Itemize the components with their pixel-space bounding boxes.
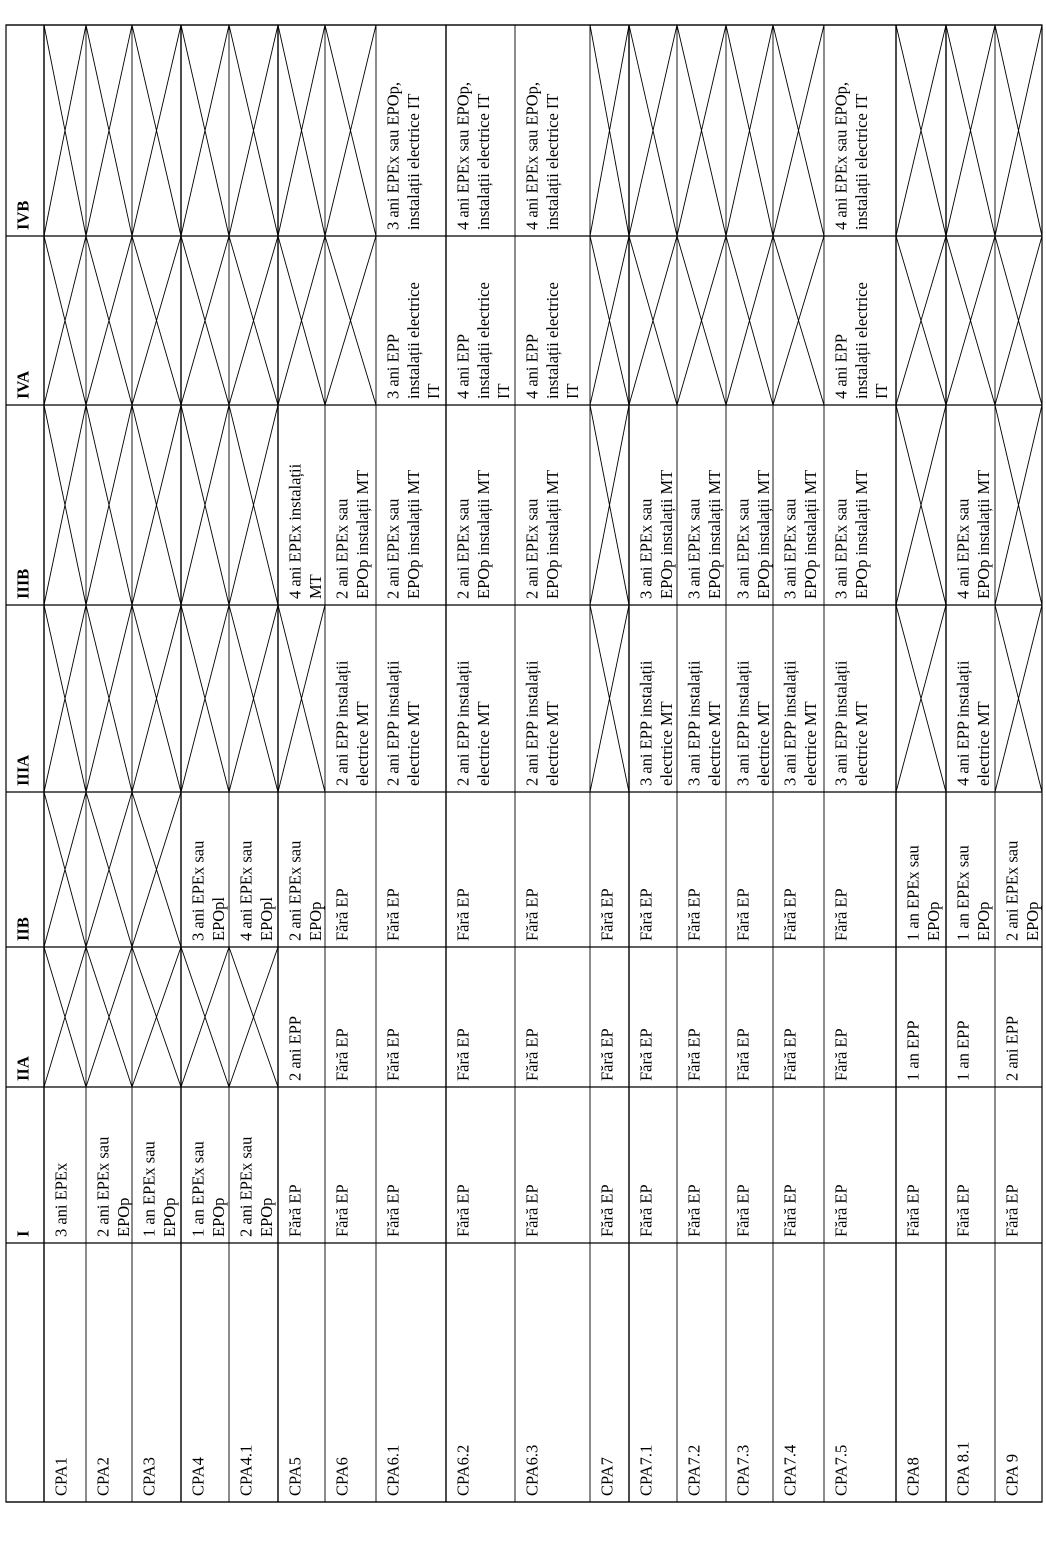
header-iva [14,371,33,399]
cell-text-line: Fără EP [453,888,473,941]
cell-text-line: EPOp instalații MT [542,469,562,599]
table-cell [523,1184,542,1237]
cell-text-line: EPOp instalații MT [403,469,423,599]
cell-text-line: EPOp instalații MT [753,469,773,599]
table-cell [637,888,656,941]
cell-text-line: 2 ani EPEx sau [236,1136,256,1237]
cell-text-line: 2 ani EPP instalații [453,660,473,786]
table-cell [781,1028,800,1081]
row-label [94,1457,113,1496]
cell-text-line: EPOp instalații MT [704,469,724,599]
cell-text-line: IT [563,383,583,399]
cell-text-line: IIIA [13,754,33,786]
cell-text-line: EPOp instalații MT [800,469,820,599]
cell-text-line: electrice MT [542,701,562,786]
cell-text-line: IVA [13,370,33,399]
table-cell [52,1162,71,1237]
cell-text-line: EPOp [923,901,943,941]
cell-text-line: 1 an EPEx sau [139,1141,159,1237]
table-cell [734,1184,753,1237]
cell-text-line: Fără EP [831,888,851,941]
table-cell [598,1028,617,1081]
cell-text-line: EPOp instalații MT [352,469,372,599]
cell-text-line: electrice MT [473,701,493,786]
cell-text-line: 3 ani EPP instalații [831,660,851,786]
row-label [1003,1454,1022,1496]
cell-text-line: EPOp instalații MT [656,469,676,599]
cell-text-line: EPOp [305,901,325,941]
cell-text-line: EPOp [113,1197,133,1237]
row-label [189,1457,208,1496]
cell-text-line: Fără EP [953,1184,973,1237]
cell-text-line: 4 ani EPP instalații [953,660,973,786]
cell-text-line: 4 ani EPEx sau EPOp, [453,81,473,230]
cell-text-line: Fără EP [597,1184,617,1237]
cell-text-line: 4 ani EPEx sau [236,840,256,941]
cell-text-line: CPA6.2 [453,1444,473,1496]
cell-text-line: electrice MT [352,701,372,786]
cell-text-line: Fără EP [332,1184,352,1237]
cell-text-line: electrice MT [973,701,993,786]
table-cell [781,888,800,941]
cell-text-line: Fără EP [733,888,753,941]
cell-text-line: CPA1 [51,1457,71,1496]
cell-text-line: 2 ani EPEx sau [453,498,473,599]
cell-text-line: Fără EP [780,1028,800,1081]
header-ivb [14,201,33,230]
cell-text-line: CPA7 [597,1457,617,1496]
header-iiib [14,569,33,599]
cell-text-line: instalații electrice IT [473,93,493,230]
cell-text-line: EPOp [208,1197,228,1237]
table-cell [454,1184,473,1237]
cell-text-line: 2 ani EPP instalații [522,660,542,786]
cell-text-line: IIB [13,917,33,941]
table-cell [384,1184,403,1237]
cell-text-line: Fără EP [522,888,542,941]
table-cell [384,888,403,941]
cell-text-line: 4 ani EPEx instalații [285,463,305,599]
table-cell [904,1184,923,1237]
cell-text-line: Fără EP [285,1184,305,1237]
table-cell [832,1184,851,1237]
table-cell [832,1028,851,1081]
cell-text-line: IIA [13,1056,33,1081]
cell-text-line: MT [305,574,325,599]
row-label [734,1445,753,1496]
cell-text-line: CPA8 [903,1457,923,1496]
cell-text-line: CPA6 [332,1457,352,1496]
cell-text-line: electrice MT [753,701,773,786]
cell-text-line: CPA 8.1 [953,1441,973,1496]
table-cell [781,1184,800,1237]
cell-text-line: EPOp instalații MT [973,469,993,599]
table-cell [904,1020,923,1081]
cell-text-line: instalații electrice [473,282,493,399]
cell-text-line: 3 ani EPP instalații [636,660,656,786]
cell-text-line: Fără EP [383,1028,403,1081]
cell-text-line: Fără EP [831,1184,851,1237]
cell-text-line: CPA7.3 [733,1444,753,1496]
header-iib [14,917,33,941]
cell-text-line: EPOp [973,901,993,941]
cell-text-line: 2 ani EPP [1002,1015,1022,1081]
cell-text-line: Fără EP [597,888,617,941]
header-iiia [14,755,33,786]
table-cell [685,1028,704,1081]
table-cell [333,888,352,941]
row-label [954,1442,973,1496]
cell-text-line: EPOp [159,1197,179,1237]
row-label [832,1445,851,1496]
table-cell [637,1184,656,1237]
cell-text-line: 3 ani EPEx sau EPOp, [383,81,403,230]
cell-text-line: CPA6.3 [522,1444,542,1496]
cell-text-line: CPA5 [285,1457,305,1496]
cell-text-line: IT [424,383,444,399]
cell-text-line: 1 an EPEx sau [903,845,923,941]
cell-text-line: CPA 9 [1002,1453,1022,1496]
cell-text-line: 3 ani EPEx sau [780,498,800,599]
cell-text-line: 2 ani EPEx sau [285,840,305,941]
cell-text-line: Fără EP [636,1028,656,1081]
cell-text-line: 3 ani EPP [383,333,403,399]
row-label [333,1457,352,1496]
cell-text-line: IT [872,383,892,399]
cell-text-line: Fără EP [453,1028,473,1081]
cell-text-line: Fără EP [522,1028,542,1081]
table-cell [954,1020,973,1081]
cell-text-line: Fără EP [597,1028,617,1081]
cell-text-line: 2 ani EPEx sau [332,498,352,599]
cell-text-line: CPA6.1 [383,1444,403,1496]
cell-text-line: 3 ani EPEx sau [684,498,704,599]
table-cell [954,1184,973,1237]
cell-text-line: 2 ani EPEx sau [522,498,542,599]
cell-text-line: 2 ani EPEx sau [1002,840,1022,941]
cell-text-line: 1 an EPP [903,1020,923,1081]
row-label [384,1445,403,1496]
cell-text-line: Fără EP [332,1028,352,1081]
cell-text-line: Fără EP [684,1184,704,1237]
cell-text-line: electrice MT [704,701,724,786]
cell-text-line: 3 ani EPEx sau [636,498,656,599]
cell-text-line: CPA3 [139,1457,159,1496]
cell-text-line: EPOp [256,1197,276,1237]
cell-text-line: electrice MT [656,701,676,786]
cell-text-line: 1 an EPP [953,1020,973,1081]
table-cell [598,1184,617,1237]
table-cell [523,82,562,230]
cell-text-line: 2 ani EPEx sau [383,498,403,599]
cell-text-line: Fără EP [684,888,704,941]
row-label [523,1445,542,1496]
cell-text-line: CPA2 [93,1457,113,1496]
cell-text-line: Fără EP [383,888,403,941]
row-label [781,1445,800,1496]
table-cell [333,1184,352,1237]
cell-text-line: 2 ani EPP [285,1015,305,1081]
table-cell [333,1028,352,1081]
cell-text-line: CPA7.2 [684,1444,704,1496]
cell-text-line: 4 ani EPP [831,333,851,399]
cell-text-line: EPOpl [208,896,228,941]
cell-text-line: 4 ani EPEx sau [953,498,973,599]
cell-text-line: IT [494,383,514,399]
cell-text-line: instalații electrice [851,282,871,399]
cell-text-line: 3 ani EPP instalații [684,660,704,786]
cell-text-line: IVB [13,200,33,230]
row-label [286,1457,305,1496]
cell-text-line: 4 ani EPEx sau EPOp, [522,81,542,230]
row-label [237,1445,256,1496]
cell-text-line: 2 ani EPP instalații [332,660,352,786]
row-label [637,1445,656,1496]
cell-text-line: electrice MT [800,701,820,786]
cell-text-line: Fără EP [831,1028,851,1081]
table-cell [454,1028,473,1081]
cell-text-line: 3 ani EPEx sau [831,498,851,599]
row-label [904,1457,923,1496]
table-cell [832,888,851,941]
cell-text-line: electrice MT [403,701,423,786]
cell-text-line: CPA4 [188,1457,208,1496]
table-cell [286,1016,305,1081]
table-cell [734,888,753,941]
cell-text-line: EPOp [1022,901,1042,941]
table-cell [685,888,704,941]
cell-text-line: instalații electrice IT [542,93,562,230]
cell-text-line: Fără EP [383,1184,403,1237]
row-label [454,1445,473,1496]
row-label [685,1445,704,1496]
cell-text-line: Fără EP [453,1184,473,1237]
table-cell [1003,1184,1022,1237]
cell-text-line: I [13,1230,33,1237]
cell-text-line: Fără EP [903,1184,923,1237]
table-cell [598,888,617,941]
cell-text-line: Fără EP [684,1028,704,1081]
cell-text-line: instalații electrice [542,282,562,399]
table-cell [523,1028,542,1081]
cell-text-line: 1 an EPEx sau [188,1141,208,1237]
cell-text-line: 1 an EPEx sau [953,845,973,941]
cell-text-line: CPA4.1 [236,1444,256,1496]
cell-text-line: CPA7.5 [831,1444,851,1496]
table-cell [637,1028,656,1081]
cell-text-line: EPOp instalații MT [851,469,871,599]
table-cell [685,1184,704,1237]
table-cell [523,888,542,941]
cell-text-line: 3 ani EPP instalații [733,660,753,786]
cell-text-line: 3 ani EPEx sau [733,498,753,599]
table-cell [384,82,423,230]
cell-text-line: EPOp instalații MT [473,469,493,599]
table-cell [1003,1016,1022,1081]
cell-text-line: Fără EP [332,888,352,941]
table-cell [734,1028,753,1081]
cell-text-line: 3 ani EPEx sau [188,840,208,941]
cell-text-line: Fără EP [780,1184,800,1237]
cell-text-line: IIIB [13,568,33,599]
cell-text-line: 3 ani EPP instalații [780,660,800,786]
table-cell [454,888,473,941]
cell-text-line: 4 ani EPP [522,333,542,399]
cell-text-line: 2 ani EPEx sau [93,1136,113,1237]
cell-text-line: instalații electrice IT [851,93,871,230]
cell-text-line: 4 ani EPEx sau EPOp, [831,81,851,230]
cell-text-line: EPOpl [256,896,276,941]
table-cell [454,82,493,230]
cell-text-line: Fără EP [780,888,800,941]
table-cell [286,1184,305,1237]
cell-text-line: CPA7.4 [780,1444,800,1496]
cell-text-line: instalații electrice IT [403,93,423,230]
header-i [14,1231,33,1237]
cell-text-line: Fără EP [636,1184,656,1237]
header-iia [14,1056,33,1081]
row-label [140,1457,159,1496]
table-cell [384,1028,403,1081]
cell-text-line: Fără EP [522,1184,542,1237]
cell-text-line: CPA7.1 [636,1444,656,1496]
cell-text-line: Fără EP [636,888,656,941]
cell-text-line: 2 ani EPP instalații [383,660,403,786]
cell-text-line: 3 ani EPEx [51,1162,71,1237]
row-label [52,1457,71,1496]
cell-text-line: 4 ani EPP [453,333,473,399]
cell-text-line: Fără EP [733,1184,753,1237]
cell-text-line: Fără EP [733,1028,753,1081]
cell-text-line: instalații electrice [403,282,423,399]
table-cell [832,82,871,230]
cell-text-line: Fără EP [1002,1184,1022,1237]
cell-text-line: electrice MT [851,701,871,786]
row-label [598,1457,617,1496]
